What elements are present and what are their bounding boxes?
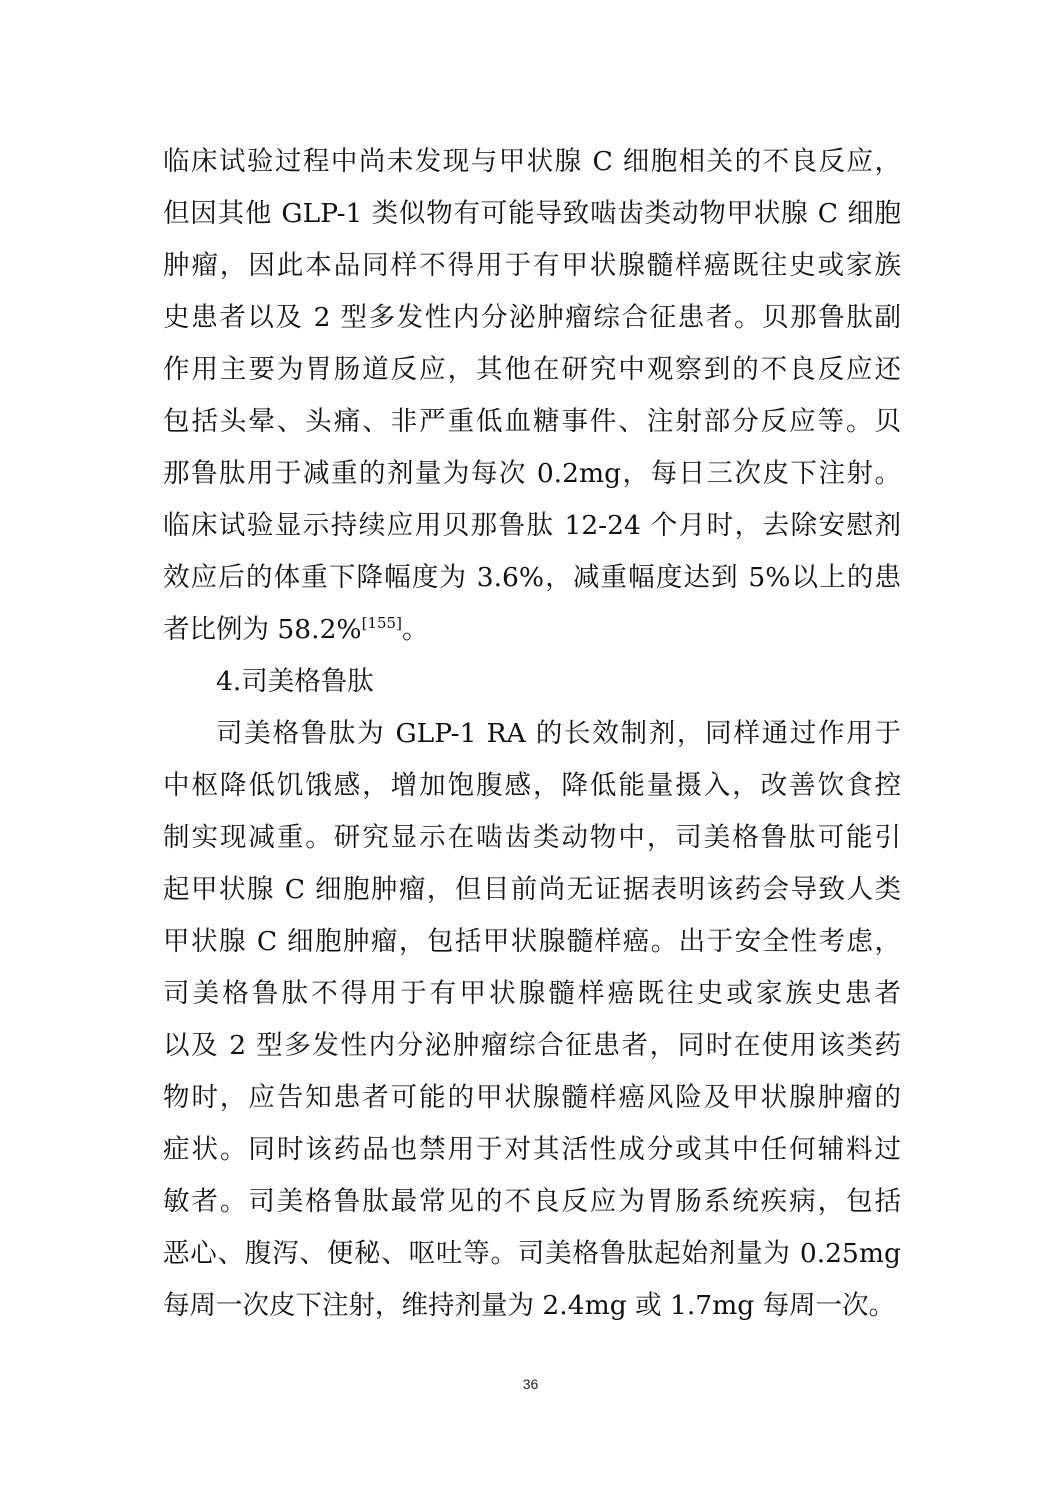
text-line: 效应后的体重下降幅度为 3.6%，减重幅度达到 5%以上的患 <box>163 562 901 593</box>
text-line: 恶心、腹泻、便秘、呕吐等。司美格鲁肽起始剂量为 0.25mg <box>163 1238 901 1269</box>
text-line: 敏者。司美格鲁肽最常见的不良反应为胃肠系统疾病，包括 <box>163 1186 901 1217</box>
text-line: 那鲁肽用于减重的剂量为每次 0.2mg，每日三次皮下注射。 <box>163 458 901 489</box>
citation-reference[interactable]: [155] <box>361 614 402 632</box>
line-text: 者比例为 58.2% <box>163 614 362 645</box>
text-line: 起甲状腺 C 细胞肿瘤，但目前尚无证据表明该药会导致人类 <box>163 874 901 905</box>
text-line: 但因其他 GLP-1 类似物有可能导致啮齿类动物甲状腺 C 细胞 <box>163 198 901 229</box>
text-line: 史患者以及 2 型多发性内分泌肿瘤综合征患者。贝那鲁肽副 <box>163 302 901 333</box>
text-line: 临床试验过程中尚未发现与甲状腺 C 细胞相关的不良反应， <box>163 146 901 177</box>
line-end: 。 <box>401 614 429 645</box>
text-line: 症状。同时该药品也禁用于对其活性成分或其中任何辅料过 <box>163 1134 901 1165</box>
text-line: 制实现减重。研究显示在啮齿类动物中，司美格鲁肽可能引 <box>163 822 901 853</box>
text-line: 以及 2 型多发性内分泌肿瘤综合征患者，同时在使用该类药 <box>163 1030 901 1061</box>
text-line: 每周一次皮下注射，维持剂量为 2.4mg 或 1.7mg 每周一次。 <box>163 1290 896 1321</box>
page-number: 36 <box>522 1376 539 1392</box>
document-body <box>163 140 901 1336</box>
text-line: 包括头晕、头痛、非严重低血糖事件、注射部分反应等。贝 <box>163 406 901 437</box>
text-line: 肿瘤，因此本品同样不得用于有甲状腺髓样癌既往史或家族 <box>163 250 901 281</box>
paragraph-last-line <box>163 608 901 660</box>
text-line: 司美格鲁肽为 GLP-1 RA 的长效制剂，同样通过作用于 <box>216 718 901 749</box>
paragraph-benaglutide <box>163 140 901 608</box>
paragraph-semaglutide <box>163 712 901 1336</box>
text-line: 作用主要为胃肠道反应，其他在研究中观察到的不良反应还 <box>163 354 901 385</box>
text-line: 物时，应告知患者可能的甲状腺髓样癌风险及甲状腺肿瘤的 <box>163 1082 901 1113</box>
text-line: 中枢降低饥饿感，增加饱腹感，降低能量摄入，改善饮食控 <box>163 770 901 801</box>
text-line: 临床试验显示持续应用贝那鲁肽 12-24 个月时，去除安慰剂 <box>163 510 901 541</box>
text-line: 司美格鲁肽不得用于有甲状腺髓样癌既往史或家族史患者 <box>163 978 901 1009</box>
section-heading: 4.司美格鲁肽 <box>216 666 374 697</box>
text-line: 甲状腺 C 细胞肿瘤，包括甲状腺髓样癌。出于安全性考虑， <box>163 926 901 957</box>
